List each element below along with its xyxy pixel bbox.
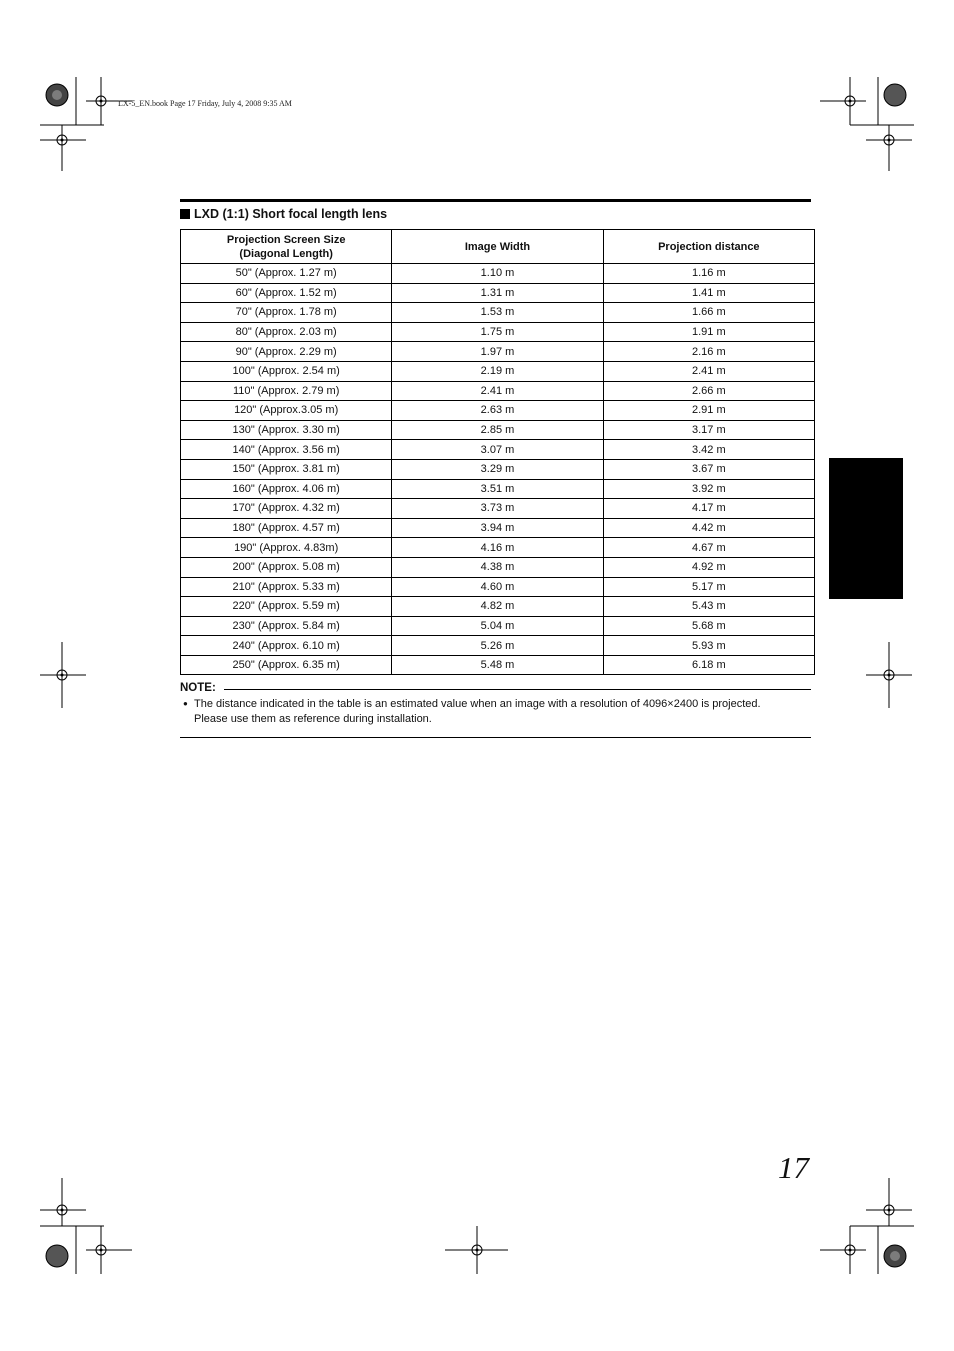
- note-text: [194, 697, 814, 727]
- projection-distance-cell: 2.16 m: [603, 342, 814, 362]
- screen-size-cell: 200" (Approx. 5.08 m): [181, 557, 392, 577]
- table-row: [181, 342, 815, 362]
- table-header-row: [181, 230, 815, 264]
- image-width-cell: 3.07 m: [392, 440, 603, 460]
- image-width-cell: 3.29 m: [392, 459, 603, 479]
- note-text-line1: The distance indicated in the table is an estimated value when an image with a resolution of 4096×2400 is projected.: [194, 698, 761, 710]
- table-row: [181, 538, 815, 558]
- screen-size-cell: 110" (Approx. 2.79 m): [181, 381, 392, 401]
- filled-circle-bullet-icon: ●: [183, 699, 188, 708]
- projection-distance-cell: 1.41 m: [603, 283, 814, 303]
- projection-distance-cell: 5.43 m: [603, 597, 814, 617]
- column-header-screen-size-line2: (Diagonal Length): [239, 247, 333, 260]
- projection-distance-cell: 2.66 m: [603, 381, 814, 401]
- projection-distance-cell: 5.17 m: [603, 577, 814, 597]
- note-label: NOTE:: [180, 682, 216, 694]
- screen-size-cell: 130" (Approx. 3.30 m): [181, 420, 392, 440]
- screen-size-cell: 150" (Approx. 3.81 m): [181, 459, 392, 479]
- image-width-cell: 5.26 m: [392, 636, 603, 656]
- screen-size-cell: 50" (Approx. 1.27 m): [181, 264, 392, 284]
- table-row: [181, 655, 815, 675]
- table-row: [181, 636, 815, 656]
- header-meta: LX-5_EN.book Page 17 Friday, July 4, 2008 9:35 AM: [118, 99, 292, 108]
- screen-size-cell: 170" (Approx. 4.32 m): [181, 499, 392, 519]
- table-row: [181, 440, 815, 460]
- projection-table: [180, 229, 815, 675]
- screen-size-cell: 60" (Approx. 1.52 m): [181, 283, 392, 303]
- image-width-cell: 1.97 m: [392, 342, 603, 362]
- table-row: [181, 401, 815, 421]
- screen-size-cell: 180" (Approx. 4.57 m): [181, 518, 392, 538]
- image-width-cell: 2.19 m: [392, 361, 603, 381]
- projection-distance-cell: 6.18 m: [603, 655, 814, 675]
- table-row: [181, 616, 815, 636]
- projection-distance-cell: 4.92 m: [603, 557, 814, 577]
- image-width-cell: 3.51 m: [392, 479, 603, 499]
- column-header-image-width: Image Width: [392, 230, 603, 264]
- screen-size-cell: 90" (Approx. 2.29 m): [181, 342, 392, 362]
- screen-size-cell: 240" (Approx. 6.10 m): [181, 636, 392, 656]
- table-row: [181, 322, 815, 342]
- projection-distance-cell: 4.17 m: [603, 499, 814, 519]
- table-row: [181, 303, 815, 323]
- screen-size-cell: 230" (Approx. 5.84 m): [181, 616, 392, 636]
- table-row: [181, 518, 815, 538]
- image-width-cell: 5.48 m: [392, 655, 603, 675]
- projection-distance-cell: 1.66 m: [603, 303, 814, 323]
- section-title-text: LXD (1:1) Short focal length lens: [194, 207, 388, 221]
- table-body: [181, 264, 815, 675]
- table-row: [181, 283, 815, 303]
- image-width-cell: 3.73 m: [392, 499, 603, 519]
- screen-size-cell: 70" (Approx. 1.78 m): [181, 303, 392, 323]
- image-width-cell: 4.16 m: [392, 538, 603, 558]
- projection-distance-cell: 5.93 m: [603, 636, 814, 656]
- table-row: [181, 597, 815, 617]
- table-row: [181, 557, 815, 577]
- image-width-cell: 1.75 m: [392, 322, 603, 342]
- table-row: [181, 361, 815, 381]
- note-text-line2: Please use them as reference during installation.: [194, 713, 432, 725]
- image-width-cell: 2.85 m: [392, 420, 603, 440]
- projection-distance-cell: 3.92 m: [603, 479, 814, 499]
- projection-distance-cell: 1.16 m: [603, 264, 814, 284]
- projection-distance-cell: 4.67 m: [603, 538, 814, 558]
- screen-size-cell: 250" (Approx. 6.35 m): [181, 655, 392, 675]
- projection-distance-cell: 3.42 m: [603, 440, 814, 460]
- projection-distance-cell: 2.91 m: [603, 401, 814, 421]
- screen-size-cell: 140" (Approx. 3.56 m): [181, 440, 392, 460]
- table-row: [181, 459, 815, 479]
- screen-size-cell: 100" (Approx. 2.54 m): [181, 361, 392, 381]
- image-width-cell: 1.53 m: [392, 303, 603, 323]
- projection-distance-cell: 4.42 m: [603, 518, 814, 538]
- image-width-cell: 3.94 m: [392, 518, 603, 538]
- screen-size-cell: 80" (Approx. 2.03 m): [181, 322, 392, 342]
- table-row: [181, 420, 815, 440]
- chapter-side-tab: [829, 458, 903, 599]
- image-width-cell: 4.60 m: [392, 577, 603, 597]
- table-row: [181, 499, 815, 519]
- table-row: [181, 381, 815, 401]
- projection-distance-cell: 1.91 m: [603, 322, 814, 342]
- screen-size-cell: 210" (Approx. 5.33 m): [181, 577, 392, 597]
- column-header-screen-size-line1: Projection Screen Size: [226, 233, 346, 246]
- image-width-cell: 5.04 m: [392, 616, 603, 636]
- column-header-projection-distance: Projection distance: [603, 230, 814, 264]
- screen-size-cell: 120" (Approx.3.05 m): [181, 401, 392, 421]
- page-number: 17: [778, 1150, 809, 1185]
- projection-distance-cell: 5.68 m: [603, 616, 814, 636]
- section-title: [180, 207, 387, 221]
- column-header-screen-size: [181, 230, 392, 264]
- projection-distance-cell: 3.67 m: [603, 459, 814, 479]
- table-row: [181, 479, 815, 499]
- table-row: [181, 577, 815, 597]
- note-rule: [224, 689, 811, 690]
- note-bottom-rule: [180, 737, 811, 738]
- image-width-cell: 1.31 m: [392, 283, 603, 303]
- screen-size-cell: 160" (Approx. 4.06 m): [181, 479, 392, 499]
- projection-distance-cell: 3.17 m: [603, 420, 814, 440]
- section-top-rule: [180, 199, 811, 202]
- screen-size-cell: 190" (Approx. 4.83m): [181, 538, 392, 558]
- image-width-cell: 4.38 m: [392, 557, 603, 577]
- image-width-cell: 4.82 m: [392, 597, 603, 617]
- screen-size-cell: 220" (Approx. 5.59 m): [181, 597, 392, 617]
- table-row: [181, 264, 815, 284]
- projection-distance-cell: 2.41 m: [603, 361, 814, 381]
- image-width-cell: 1.10 m: [392, 264, 603, 284]
- image-width-cell: 2.41 m: [392, 381, 603, 401]
- image-width-cell: 2.63 m: [392, 401, 603, 421]
- black-square-icon: [180, 209, 190, 219]
